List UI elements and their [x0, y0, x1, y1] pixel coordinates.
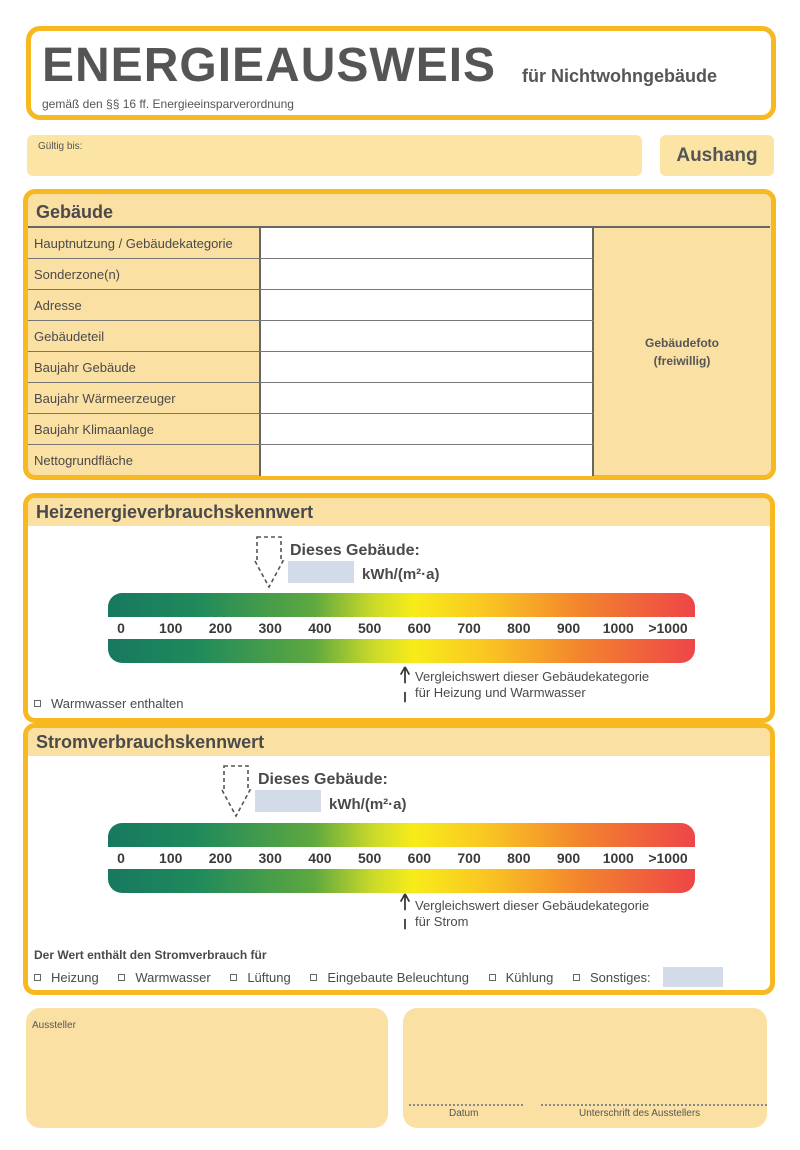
power-compare-text: [415, 898, 649, 930]
heat-compare-line-2: für Heizung und Warmwasser: [415, 685, 586, 700]
scale-tick-label: 800: [507, 850, 531, 866]
checkbox[interactable]: [34, 974, 41, 981]
row-label: Hauptnutzung / Gebäudekategorie: [28, 228, 261, 258]
scale-gradient-bottom: [108, 639, 695, 663]
check-heizung[interactable]: [34, 970, 99, 985]
date-label: Datum: [449, 1108, 479, 1119]
scale-tick-label: 200: [208, 850, 233, 866]
heat-compare-line-1: Vergleichswert dieser Gebäudekategorie: [415, 669, 650, 684]
scale-tick-label: 600: [407, 850, 432, 866]
power-this-building-label: Dieses Gebäude:: [258, 771, 388, 788]
heat-this-building-label: Dieses Gebäude:: [290, 542, 420, 559]
row-value-field[interactable]: [261, 321, 594, 351]
row-value-field[interactable]: [261, 290, 594, 320]
power-compare-line-1: Vergleichswert dieser Gebäudekategorie: [415, 898, 650, 913]
check-label: Kühlung: [505, 970, 554, 985]
photo-label: Gebäudefoto: [645, 336, 719, 350]
table-row: [28, 383, 594, 414]
check-label: Lüftung: [247, 970, 291, 985]
row-value-field[interactable]: [261, 228, 594, 258]
checkbox[interactable]: [230, 974, 237, 981]
issuer-box[interactable]: [26, 1008, 388, 1128]
warmwater-checkbox-row[interactable]: [34, 696, 183, 711]
check-sonstiges[interactable]: [573, 970, 723, 985]
aushang-badge: Aushang: [660, 135, 774, 176]
building-section-title: Gebäude: [36, 202, 114, 222]
checkbox[interactable]: [489, 974, 496, 981]
row-label: Gebäudeteil: [28, 321, 261, 351]
row-label: Nettogrundfläche: [28, 445, 261, 476]
row-label: Baujahr Klimaanlage: [28, 414, 261, 444]
power-section-title: Stromverbrauchskennwert: [28, 728, 770, 756]
check-lueftung[interactable]: [230, 970, 290, 985]
scale-tick-label: 300: [258, 850, 282, 866]
photo-optional-label: (freiwillig): [653, 354, 711, 368]
check-label: Eingebaute Beleuchtung: [327, 970, 469, 985]
scale-tick-label: 300: [258, 620, 282, 636]
row-label: Sonderzone(n): [28, 259, 261, 289]
check-warmwasser[interactable]: [118, 970, 210, 985]
scale-tick-label: 100: [159, 620, 183, 636]
building-table: [28, 228, 594, 476]
row-label: Adresse: [28, 290, 261, 320]
row-value-field[interactable]: [261, 259, 594, 289]
heat-value-field[interactable]: [288, 561, 354, 583]
signature-line: [541, 1104, 767, 1106]
table-row: [28, 228, 594, 259]
building-photo-area[interactable]: [594, 228, 770, 476]
check-label: Warmwasser: [135, 970, 211, 985]
power-includes-label: Der Wert enthält den Stromverbrauch für: [34, 948, 267, 962]
scale-gradient-top: [108, 823, 695, 847]
scale-gradient-bottom: [108, 869, 695, 893]
scale-tick-label: 500: [357, 850, 382, 866]
table-row: [28, 414, 594, 445]
row-label: Baujahr Wärmeerzeuger: [28, 383, 261, 413]
power-this-building-arrow-icon: [219, 764, 253, 819]
table-row: [28, 259, 594, 290]
scale-tick-label: 0: [117, 620, 125, 636]
scale-tick-label: 1000: [602, 850, 634, 866]
warmwater-label: Warmwasser enthalten: [51, 696, 184, 711]
signature-box[interactable]: [403, 1008, 767, 1128]
scale-tick-label: 700: [457, 620, 481, 636]
row-label: Baujahr Gebäude: [28, 352, 261, 382]
heat-compare-arrow-icon: [399, 666, 411, 704]
date-line: [409, 1104, 523, 1106]
sonstiges-input[interactable]: [663, 967, 723, 987]
legal-basis: gemäß den §§ 16 ff. Energieeinsparverordnung: [42, 97, 294, 111]
check-beleuchtung[interactable]: [310, 970, 469, 985]
table-row: [28, 321, 594, 352]
scale-tick-label: 600: [407, 620, 432, 636]
checkbox[interactable]: [118, 974, 125, 981]
table-row: [28, 290, 594, 321]
heat-this-building-arrow-icon: [252, 535, 286, 590]
checkbox[interactable]: [310, 974, 317, 981]
warmwater-checkbox[interactable]: [34, 700, 41, 707]
table-row: [28, 352, 594, 383]
table-row: [28, 445, 594, 476]
scale-tick-label: 400: [308, 620, 332, 636]
row-value-field[interactable]: [261, 445, 594, 476]
scale-tick-label: >1000: [648, 850, 688, 866]
scale-tick-label: 900: [556, 850, 581, 866]
check-label: Heizung: [51, 970, 99, 985]
scale-tick-label: 1000: [602, 620, 634, 636]
document-title: ENERGIEAUSWEIS: [42, 39, 497, 92]
scale-tick-label: 500: [357, 620, 382, 636]
scale-gradient-top: [108, 593, 695, 617]
power-scale-bar: [108, 823, 695, 893]
scale-tick-label: 800: [507, 620, 531, 636]
row-value-field[interactable]: [261, 414, 594, 444]
signature-label: Unterschrift des Ausstellers: [579, 1108, 701, 1119]
scale-tick-label: 100: [159, 850, 183, 866]
power-compare-line-2: für Strom: [415, 914, 469, 929]
scale-tick-label: 400: [308, 850, 332, 866]
check-label: Sonstiges:: [589, 970, 651, 985]
heat-compare-text: [415, 669, 649, 701]
power-unit: kWh/(m²·a): [329, 796, 407, 813]
scale-tick-label: 0: [117, 850, 125, 866]
power-checkbox-row: [34, 967, 739, 987]
row-value-field[interactable]: [261, 352, 594, 382]
heat-section-title: Heizenergieverbrauchskennwert: [28, 498, 770, 526]
scale-tick-label: 700: [457, 850, 481, 866]
check-kuehlung[interactable]: [489, 970, 554, 985]
scale-tick-label: >1000: [648, 620, 688, 636]
heat-scale-bar: [108, 593, 695, 663]
row-value-field[interactable]: [261, 383, 594, 413]
power-value-field[interactable]: [255, 790, 321, 812]
power-compare-arrow-icon: [399, 893, 411, 931]
scale-tick-label: 900: [556, 620, 581, 636]
validity-field[interactable]: [27, 135, 642, 176]
document-subtitle: für Nichtwohngebäude: [522, 66, 717, 86]
checkbox[interactable]: [573, 974, 580, 981]
validity-label: Gültig bis:: [38, 141, 83, 152]
heat-unit: kWh/(m²·a): [362, 566, 440, 583]
scale-tick-label: 200: [208, 620, 233, 636]
issuer-label: Aussteller: [32, 1020, 76, 1031]
